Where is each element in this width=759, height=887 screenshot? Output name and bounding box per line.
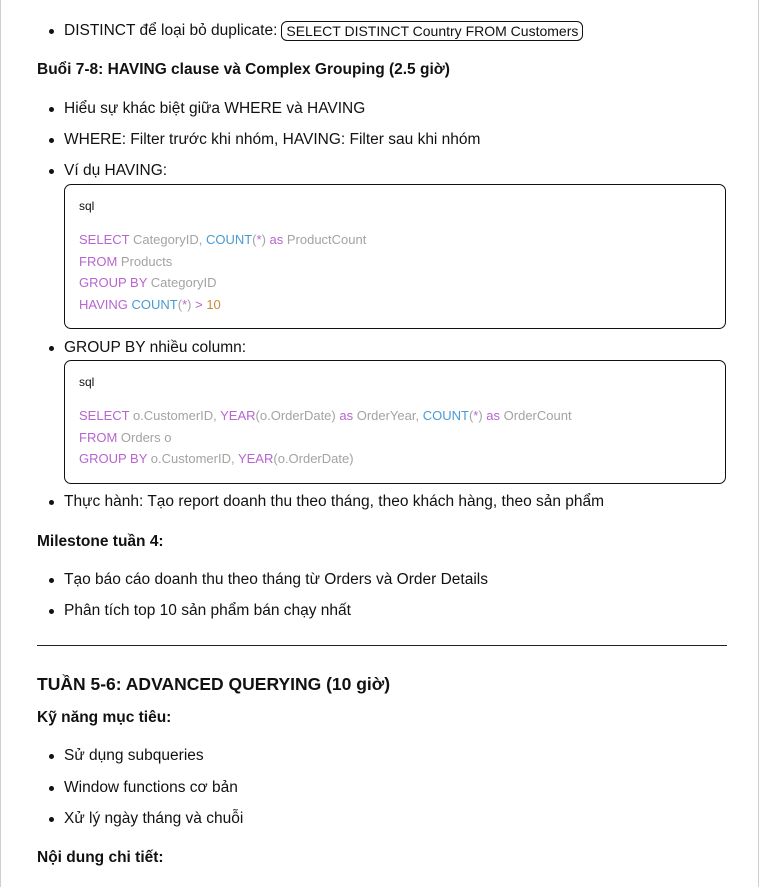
list-item — [37, 809, 243, 829]
code-token: o.CustomerID, — [147, 451, 238, 467]
code-token: as — [339, 408, 354, 423]
code-block-group-by — [64, 360, 726, 484]
list-item-text: Hiểu sự khác biệt giữa WHERE và HAVING — [64, 100, 366, 117]
code-line — [79, 448, 572, 470]
code-token: COUNT — [131, 297, 178, 313]
code-token: ) — [478, 408, 487, 423]
code-token: o.CustomerID, — [129, 408, 221, 423]
list-item — [37, 338, 246, 358]
list-item-text: Window functions cơ bản — [64, 779, 238, 796]
code-token: CategoryID — [147, 275, 217, 291]
code-token: * — [256, 232, 262, 247]
code-line — [79, 251, 366, 273]
code-language-label: sql — [79, 199, 95, 213]
code-token: ProductCount — [283, 232, 367, 247]
list-item — [37, 492, 604, 512]
bullet-icon — [49, 609, 54, 614]
code-token: FROM — [79, 429, 118, 445]
list-item-text: Phân tích top 10 sản phẩm bán chạy nhất — [64, 602, 351, 619]
list-item-text: WHERE: Filter trước khi nhóm, HAVING: Filter sau khi nhóm — [64, 131, 481, 148]
code-token: GROUP BY — [79, 275, 148, 291]
code-token: ( — [252, 232, 257, 247]
code-language-label: sql — [79, 375, 95, 389]
list-item-text: Tạo báo cáo doanh thu theo tháng từ Orders và Order Details — [64, 571, 488, 588]
code-line — [79, 272, 366, 294]
list-item — [37, 21, 583, 41]
code-line — [79, 405, 572, 427]
code-token: COUNT — [422, 408, 469, 423]
bullet-icon — [49, 346, 54, 351]
code-lines — [79, 405, 572, 470]
code-line — [79, 294, 366, 316]
code-token: YEAR — [220, 408, 256, 423]
code-token: Products — [117, 253, 173, 269]
week-heading: TUẦN 5-6: ADVANCED QUERYING (10 giờ) — [37, 674, 391, 694]
code-token: ( — [468, 408, 474, 423]
code-token: ( — [177, 297, 183, 313]
bullet-icon — [49, 169, 54, 174]
list-item-text: Ví dụ HAVING: — [64, 162, 168, 179]
code-token: * — [473, 408, 479, 423]
code-token: > — [195, 297, 203, 313]
code-token: COUNT — [205, 232, 253, 247]
code-token: as — [269, 232, 284, 247]
horizontal-divider — [37, 645, 727, 646]
code-token: CategoryID, — [129, 232, 206, 247]
bullet-icon — [49, 817, 54, 822]
bullet-icon — [49, 138, 54, 143]
skills-heading: Kỹ năng mục tiêu: — [37, 709, 172, 726]
code-token: FROM — [79, 253, 118, 269]
list-item-text: GROUP BY nhiều column: — [64, 339, 247, 356]
code-token: ) — [261, 232, 270, 247]
milestone-heading: Milestone tuần 4: — [37, 533, 164, 550]
bullet-icon — [49, 500, 54, 505]
code-token: * — [182, 297, 188, 313]
code-token: YEAR — [237, 451, 274, 467]
code-token: 10 — [206, 297, 221, 313]
code-block-having — [64, 184, 726, 329]
list-item — [37, 746, 204, 766]
bullet-icon — [49, 754, 54, 759]
list-item-text: Thực hành: Tạo report doanh thu theo tháng, theo khách hàng, theo sản phẩm — [64, 493, 605, 510]
list-item — [37, 570, 488, 590]
bullet-icon — [49, 29, 54, 34]
code-token: OrderCount — [500, 408, 572, 423]
list-item — [37, 778, 238, 798]
list-item-text: Sử dụng subqueries — [64, 747, 204, 764]
list-item — [37, 99, 365, 119]
bullet-icon — [49, 578, 54, 583]
code-token: HAVING — [79, 297, 128, 313]
details-heading: Nội dung chi tiết: — [37, 849, 164, 866]
code-line — [79, 427, 572, 449]
code-token: Orders o — [117, 429, 172, 445]
code-token: GROUP BY — [79, 451, 148, 467]
code-token: (o.OrderDate) — [255, 408, 340, 423]
code-token: SELECT — [79, 232, 130, 247]
bullet-icon — [49, 107, 54, 112]
list-item — [37, 130, 480, 150]
bullet-icon — [49, 786, 54, 791]
list-item — [37, 161, 167, 181]
list-item — [37, 601, 351, 621]
inline-code: SELECT DISTINCT Country FROM Customers — [281, 21, 583, 41]
list-item-text: Xử lý ngày tháng và chuỗi — [64, 810, 244, 827]
code-token: ) — [187, 297, 196, 313]
code-line — [79, 229, 366, 251]
code-token: (o.OrderDate) — [273, 451, 354, 467]
session-heading: Buổi 7-8: HAVING clause và Complex Grouping (2.5 giờ) — [37, 61, 450, 78]
code-lines — [79, 229, 366, 316]
code-token: SELECT — [79, 408, 130, 423]
code-token: OrderYear, — [353, 408, 423, 423]
code-token: as — [486, 408, 501, 423]
list-item-text: DISTINCT để loại bỏ duplicate: — [64, 22, 278, 39]
